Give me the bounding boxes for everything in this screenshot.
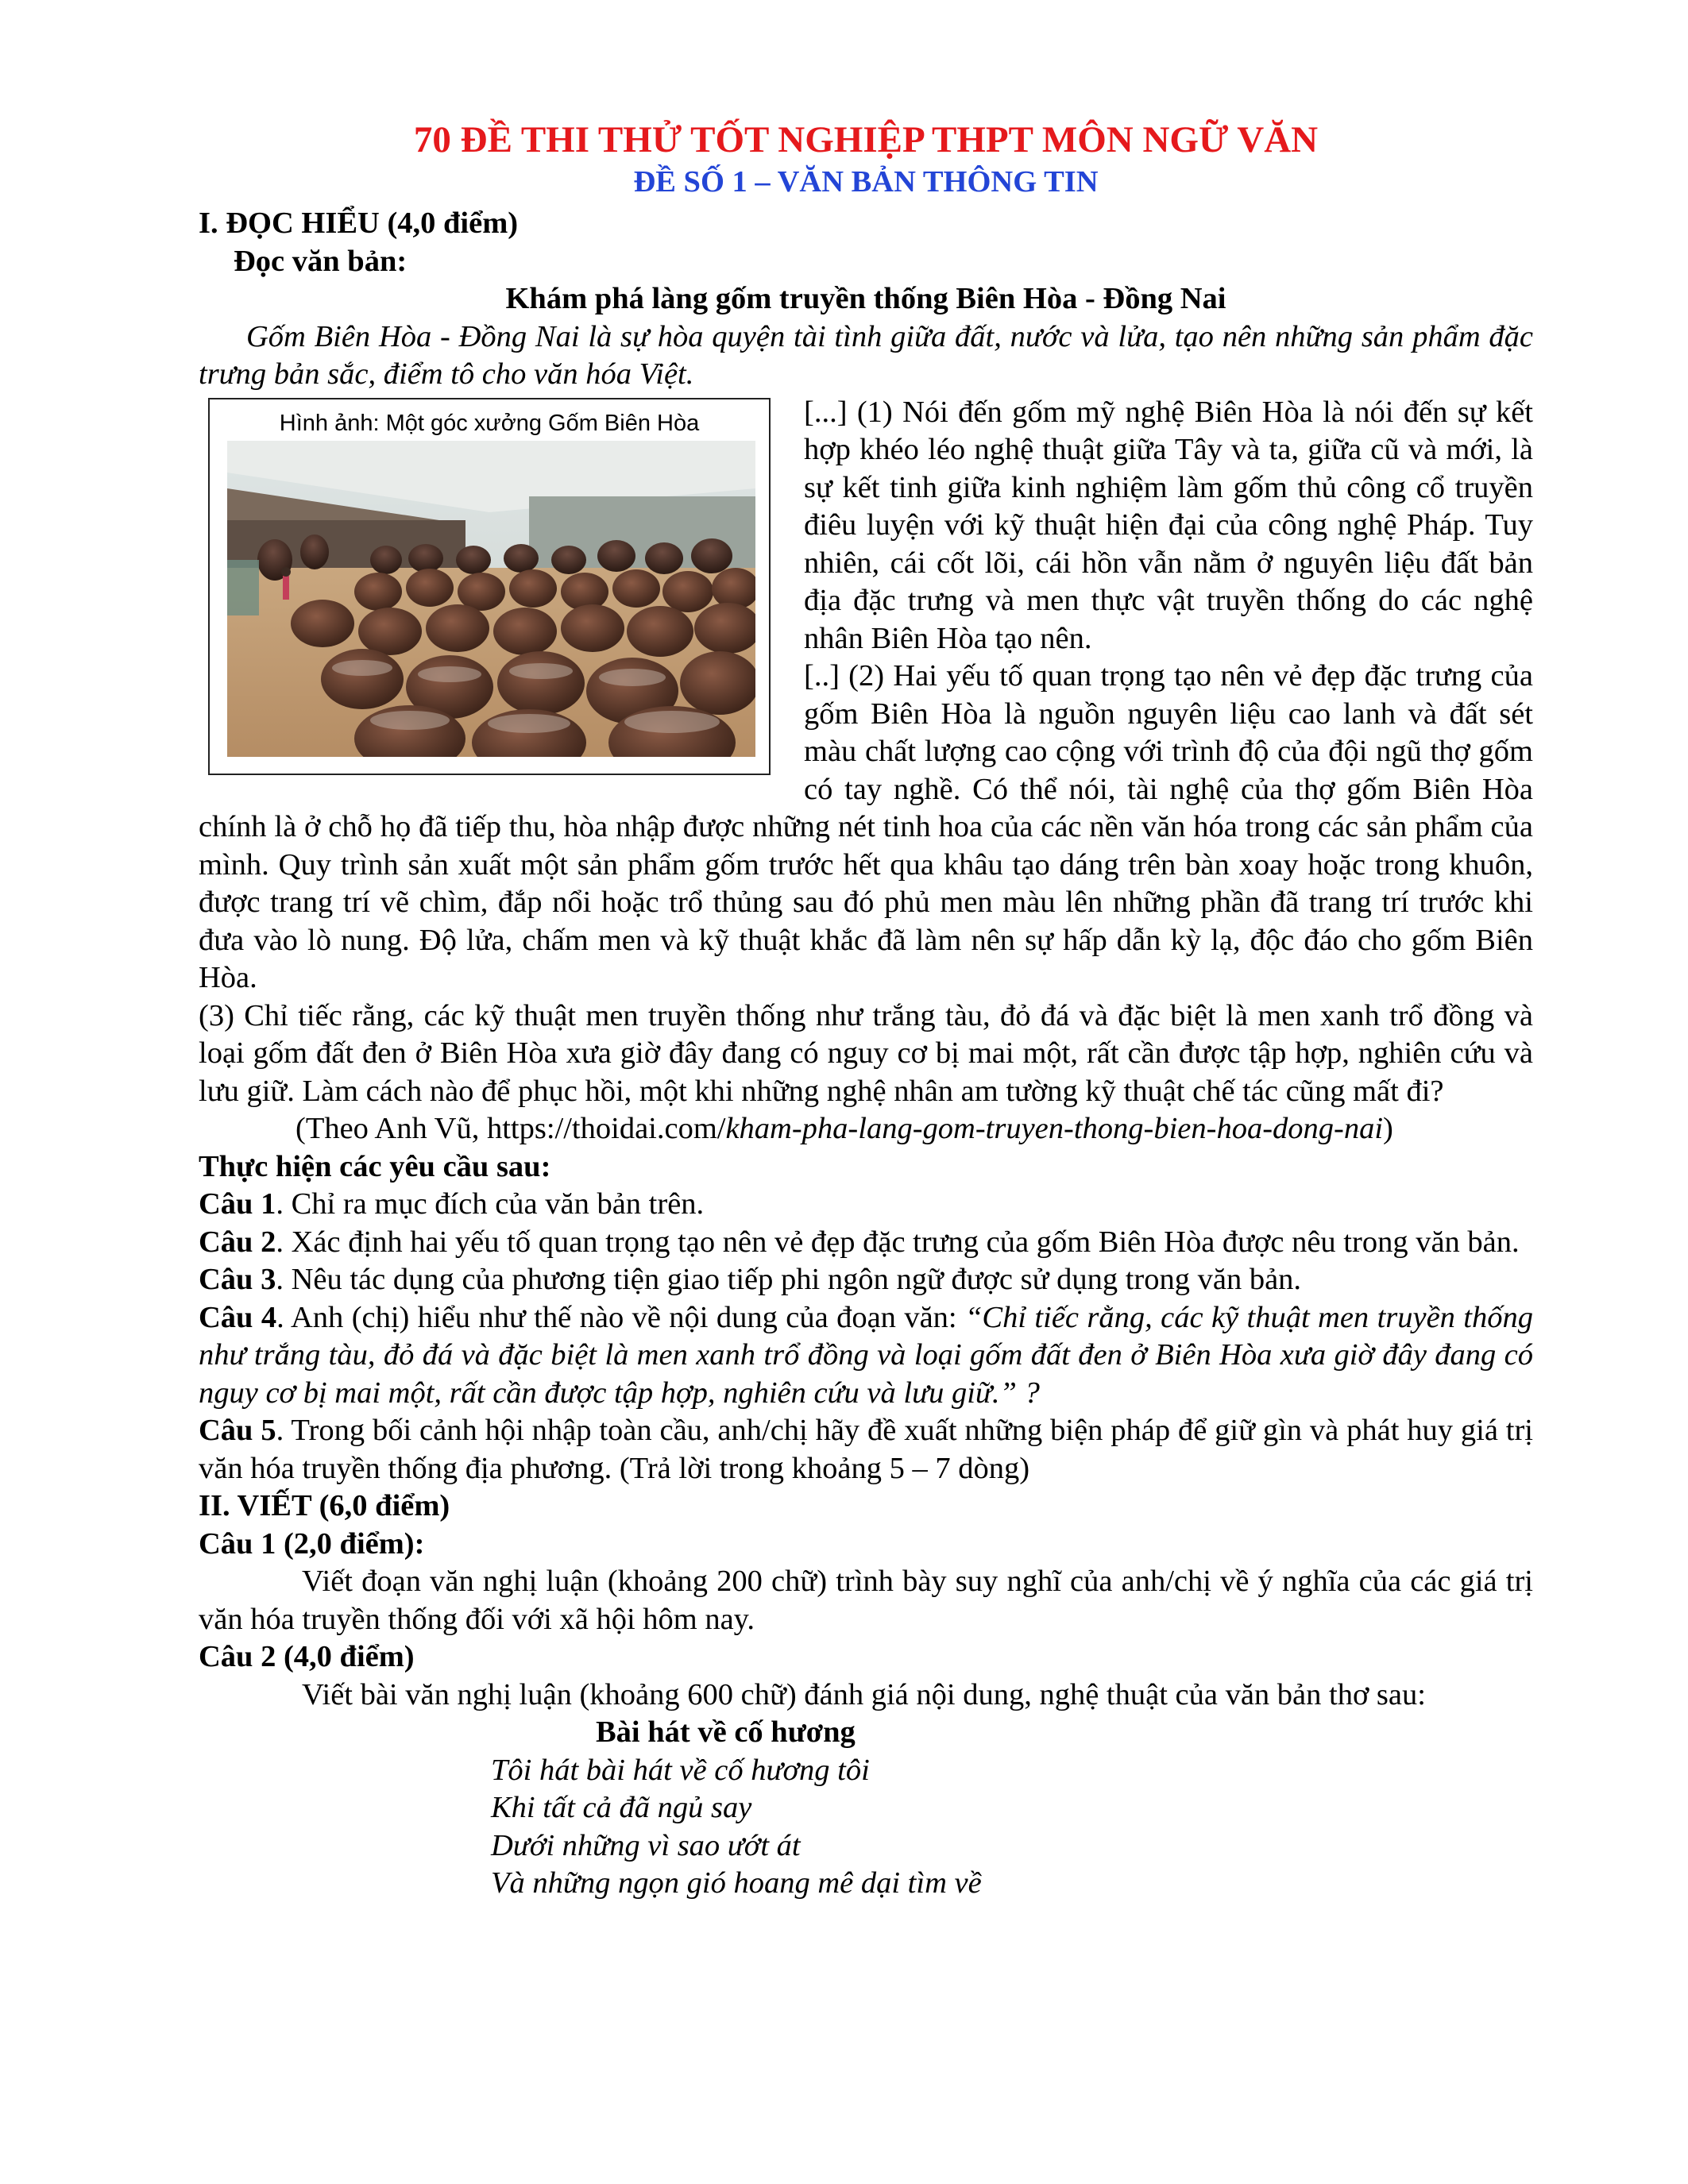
figure-caption: Hình ảnh: Một góc xưởng Gốm Biên Hòa [279,410,700,436]
source-prefix: (Theo Anh Vũ, https://thoidai.com/ [295,1112,726,1145]
question-label: Câu 5 [199,1414,276,1447]
source-path: kham-pha-lang-gom-truyen-thong-bien-hoa-dong-nai [725,1112,1384,1145]
question-label: Câu 1 [199,1187,276,1221]
writing-question-1-text: Viết đoạn văn nghị luận (khoảng 200 chữ) trình bày suy nghĩ của anh/chị về ý nghĩa của các giá trị văn hóa truyền thống đối với xã hội hôm nay. [199,1565,1533,1636]
question-text: . Anh (chị) hiểu như thế nào về nội dung của đoạn văn: [276,1300,965,1334]
workshop-photo-figure [208,398,771,775]
article-title: Khám phá làng gốm truyền thống Biên Hòa - Đồng Nai [505,282,1226,315]
article-paragraph-3: (3) Chỉ tiếc rằng, các kỹ thuật men truyền thống như trắng tàu, đỏ đá và đặc biệt là men xanh trổ đồng và loại gốm đất đen ở Biên Hòa xưa giờ đây đang có nguy cơ bị mai một, rất cần được tập hợp, nghiên cứu và lưu giữ. Làm cách nào để phục hồi, một khi những nghệ nhân am tường kỹ thuật chế tác cũng mất đi? [199,998,1533,1108]
question-text: . Chỉ ra mục đích của văn bản trên. [276,1187,705,1221]
exam-page [199,118,1533,1903]
question-label: Câu 2 [199,1225,276,1259]
question-1 [199,1186,1533,1224]
section-writing-heading: II. VIẾT (6,0 điểm) [199,1489,450,1522]
poem-title: Bài hát về cố hương [596,1715,856,1749]
read-text-label: Đọc văn bản: [234,244,408,278]
pottery-workshop-photo [227,441,755,757]
poem-line: Tôi hát bài hát về cố hương tôi [491,1753,870,1787]
poem-line: Dưới những vì sao ướt át [491,1828,801,1862]
poem-line: Khi tất cả đã ngủ say [491,1791,752,1824]
question-quote: “Chỉ tiếc rằng, các kỹ thuật men truyền thống như trắng tàu, đỏ đá và đặc biệt là men xanh trổ đồng và loại gốm đất đen ở Biên Hòa xưa giờ đây đang có nguy cơ bị mai một, rất cần được tập hợp, nghiên cứu và lưu giữ.” ? [199,1300,1534,1410]
question-label: Câu 4 [199,1300,277,1334]
question-text: . Trong bối cảnh hội nhập toàn cầu, anh/chị hãy đề xuất những biện pháp để giữ gìn và phát huy giá trị văn hóa truyền thống địa phương. (Trả lời trong khoảng 5 – 7 dòng) [199,1414,1534,1485]
writing-question-1-heading: Câu 1 (2,0 điểm): [199,1526,425,1561]
article-paragraph-2: [..] (2) Hai yếu tố quan trọng tạo nên vẻ đẹp đặc trưng của gốm Biên Hòa là nguồn nguyên liệu cao lanh và đất sét màu chất lượng cao cộng với trình độ của đội ngũ thợ gốm có tay nghề. Có thể nói, tài nghệ của thợ gốm Biên Hòa chính là ở chỗ họ đã tiếp thu, hòa nhập được những nét tinh hoa của các nền văn hóa trong các sản phẩm của mình. Quy trình sản xuất một sản phẩm gốm trước hết qua khâu tạo dáng trên bàn xoay hoặc trong khuôn, được trang trí vẽ chìm, đắp nổi hoặc trổ thủng sau đó phủ men màu lên những phần đã trang trí trước khi đưa vào lò nung. Độ lửa, chấm men và kỹ thuật khắc đã làm nên sự hấp dẫn kỳ lạ, độc đáo cho gốm Biên Hòa. [199,659,1533,994]
question-5 [199,1412,1533,1488]
question-3 [199,1261,1533,1299]
source-suffix: ) [1383,1112,1393,1145]
question-text: . Nêu tác dụng của phương tiện giao tiếp phi ngôn ngữ được sử dụng trong văn bản. [276,1263,1302,1296]
question-2 [199,1224,1533,1262]
tasks-heading: Thực hiện các yêu cầu sau: [199,1149,551,1183]
exam-title: 70 ĐỀ THI THỬ TỐT NGHIỆP THPT MÔN NGỮ VĂN [413,119,1319,160]
article-source [199,1110,1533,1148]
writing-question-2-text: Viết bài văn nghị luận (khoảng 600 chữ) đánh giá nội dung, nghệ thuật của văn bản thơ sau: [302,1677,1426,1711]
exam-subtitle: ĐỀ SỐ 1 – VĂN BẢN THÔNG TIN [633,165,1099,199]
question-4 [199,1299,1533,1413]
poem-line: Và những ngọn gió hoang mê dại tìm về [491,1866,982,1900]
question-label: Câu 3 [199,1263,276,1296]
article-intro: Gốm Biên Hòa - Đồng Nai là sự hòa quyện tài tình giữa đất, nước và lửa, tạo nên những sản phẩm đặc trưng bản sắc, điểm tô cho văn hóa Việt. [199,319,1533,391]
question-text: . Xác định hai yếu tố quan trọng tạo nên vẻ đẹp đặc trưng của gốm Biên Hòa được nêu trong văn bản. [276,1225,1520,1259]
section-reading-heading: I. ĐỌC HIỂU (4,0 điểm) [199,206,519,240]
writing-question-2-heading: Câu 2 (4,0 điểm) [199,1640,415,1673]
article-paragraph-1: [...] (1) Nói đến gốm mỹ nghệ Biên Hòa là nói đến sự kết hợp khéo léo nghệ thuật giữa Tây và ta, giữa cũ và mới, là sự kết tinh giữa kinh nghiệm làm gốm thủ công cổ truyền điêu luyện với kỹ thuật hiện đại của công nghệ Pháp. Tuy nhiên, cái cốt lõi, cái hồn vẫn nằm ở nguyên liệu đất bản địa đặc trưng và men thực vật truyền thống do các nghệ nhân Biên Hòa tạo nên. [804,395,1533,655]
